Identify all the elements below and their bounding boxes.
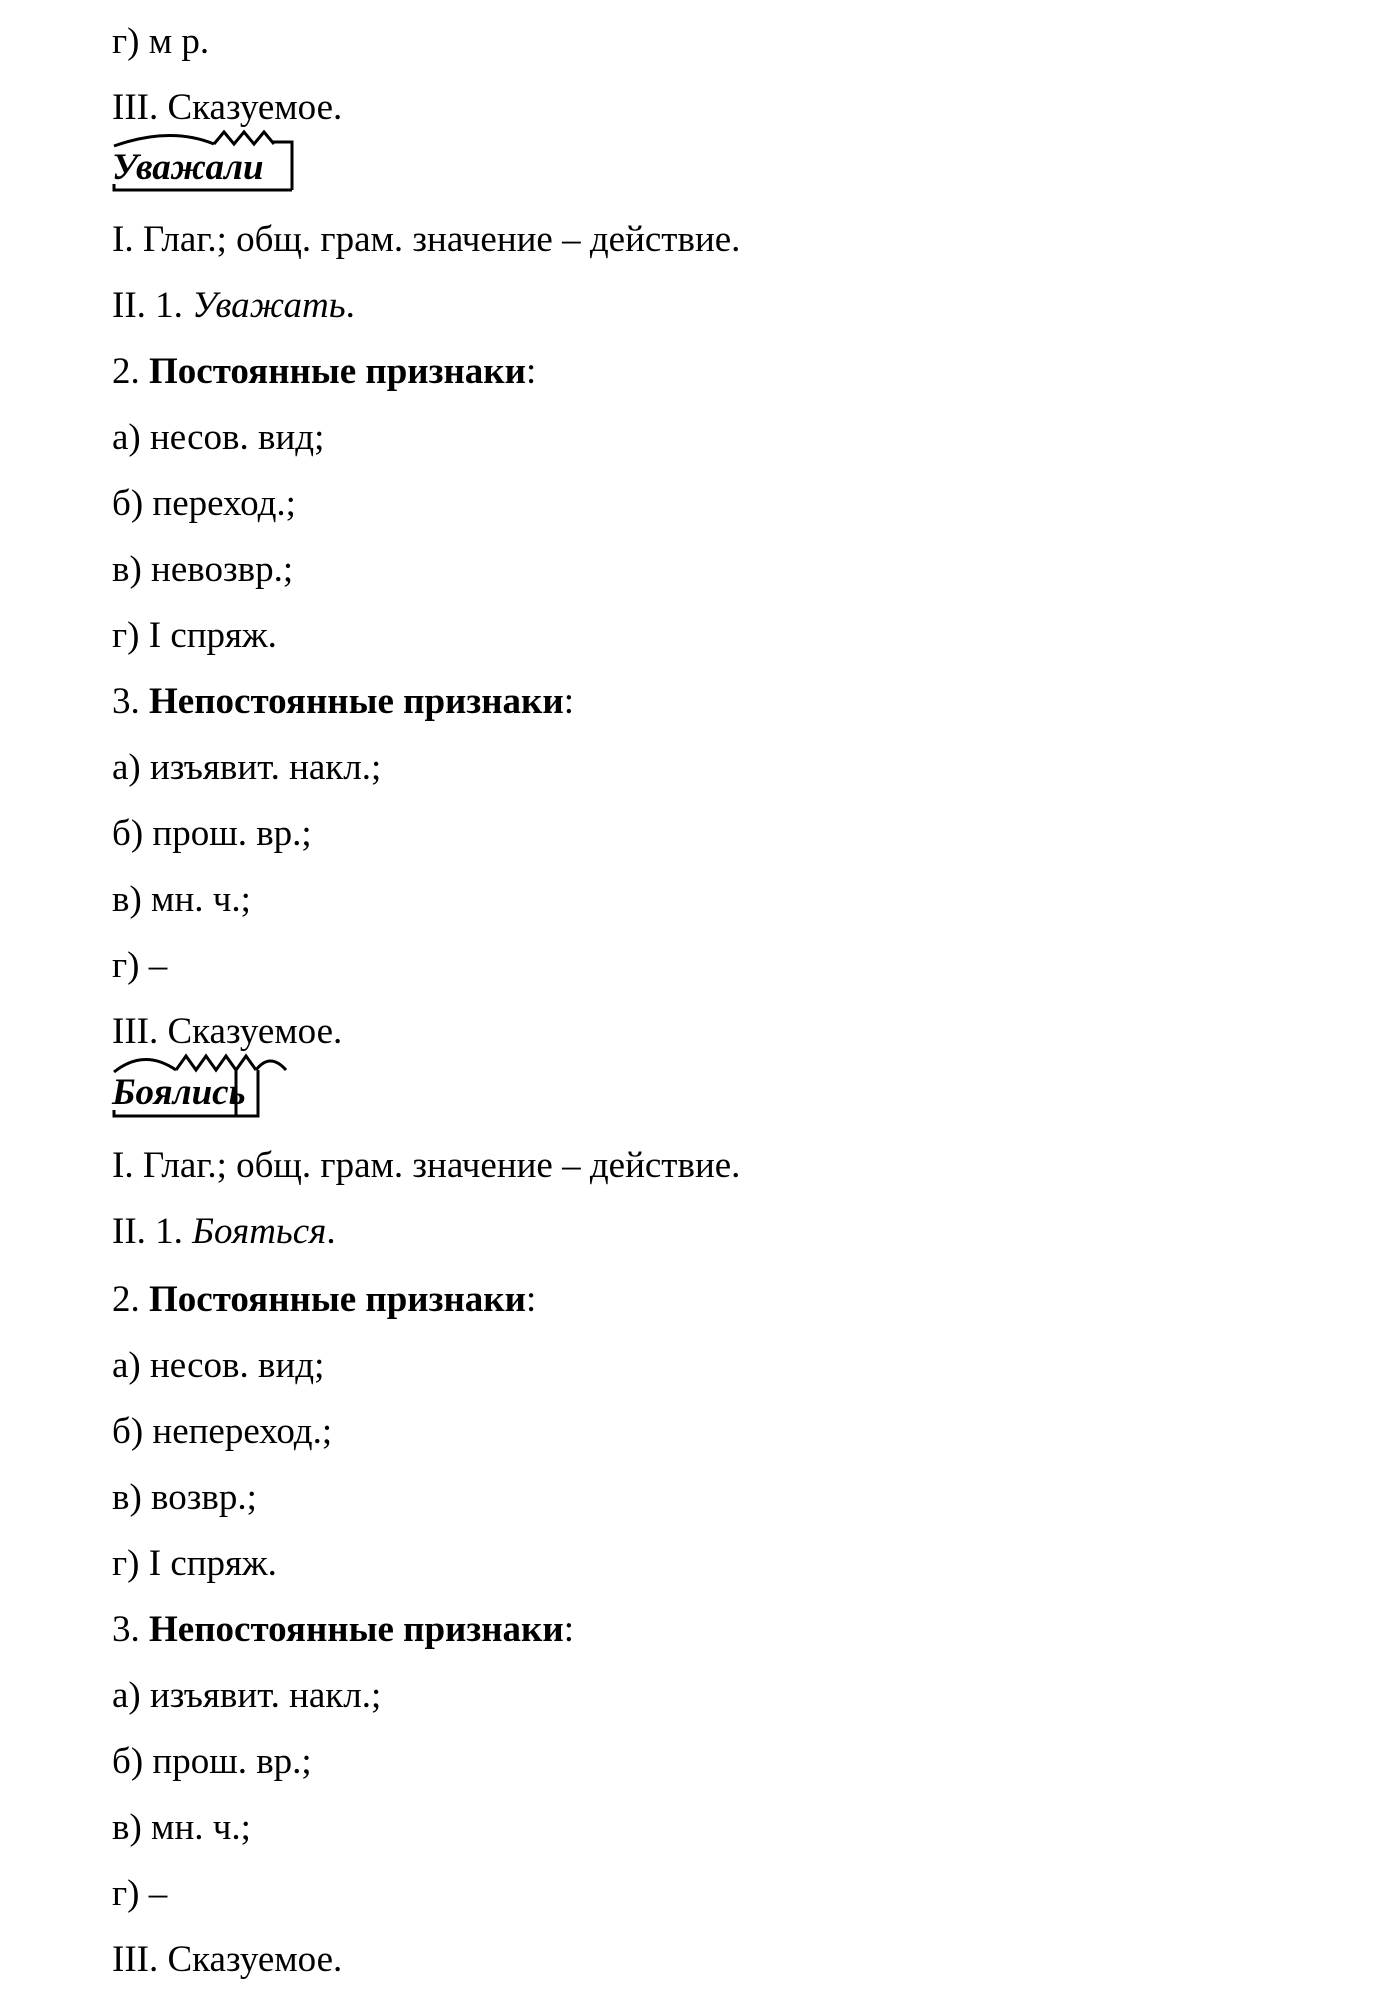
text-line: [112, 482, 296, 526]
italic-term: Бояться: [192, 1211, 327, 1252]
text-span: I. Глаг.; общ. грам. значение – действие.: [112, 219, 741, 260]
text-span: г) –: [112, 945, 168, 986]
text-line: [112, 284, 355, 328]
text-line: [112, 1476, 257, 1520]
text-span: II. 1.: [112, 1211, 193, 1252]
text-line: [112, 1806, 251, 1850]
text-line: [112, 812, 312, 856]
text-span: 3.: [112, 1609, 149, 1650]
text-span: г) м р.: [112, 21, 210, 62]
text-line: [112, 1144, 740, 1188]
text-line: [112, 1278, 536, 1322]
text-line: [112, 1872, 167, 1916]
text-span: III. Сказуемое.: [112, 1011, 343, 1052]
text-span: .: [326, 1211, 336, 1252]
bold-label: Непостоянные признаки: [149, 1609, 564, 1650]
italic-term: Уважать: [192, 285, 346, 326]
text-span: .: [345, 285, 355, 326]
text-line: [112, 1938, 342, 1982]
text-span: I. Глаг.; общ. грам. значение – действие.: [112, 1145, 741, 1186]
text-span: III. Сказуемое.: [112, 87, 343, 128]
text-span: а) несов. вид;: [112, 1345, 325, 1386]
text-span: 2.: [112, 1279, 149, 1320]
text-line: [112, 416, 324, 460]
text-line: [112, 1740, 312, 1784]
text-span: III. Сказуемое.: [112, 1939, 343, 1980]
text-span: б) непереход.;: [112, 1411, 333, 1452]
text-line: [112, 548, 293, 592]
text-line: [112, 746, 381, 790]
text-line: [112, 86, 342, 130]
text-line: [112, 1210, 336, 1254]
text-line: [112, 614, 277, 658]
text-line: [112, 1010, 342, 1054]
text-line: [112, 218, 740, 262]
text-span: в) невозвр.;: [112, 549, 294, 590]
text-span: II. 1.: [112, 285, 193, 326]
text-span: в) возвр.;: [112, 1477, 257, 1518]
text-line: [112, 878, 251, 922]
text-span: :: [563, 1609, 574, 1650]
text-span: г) I спряж.: [112, 615, 277, 656]
text-span: 2.: [112, 351, 149, 392]
morpheme-markup-icon: [110, 1052, 310, 1124]
text-span: б) прош. вр.;: [112, 1741, 312, 1782]
text-line: [112, 20, 209, 64]
bold-label: Постоянные признаки: [149, 1279, 526, 1320]
text-line: [112, 1410, 332, 1454]
morpheme-markup-icon: [110, 128, 310, 198]
parsed-word: Боялись: [112, 1072, 246, 1113]
text-line: [112, 350, 536, 394]
text-span: а) несов. вид;: [112, 417, 325, 458]
text-span: 3.: [112, 681, 149, 722]
text-span: :: [525, 351, 537, 392]
bold-label: Непостоянные признаки: [149, 681, 564, 722]
text-span: в) мн. ч.;: [112, 1807, 251, 1848]
text-span: г) I спряж.: [112, 1543, 277, 1584]
text-line: [112, 1542, 277, 1586]
text-span: :: [525, 1279, 537, 1320]
text-line: [112, 680, 574, 724]
parsed-word: Уважали: [112, 147, 264, 188]
text-line: [112, 1674, 381, 1718]
text-line: [112, 944, 167, 988]
text-line: [112, 1608, 574, 1652]
text-span: а) изъявит. накл.;: [112, 747, 382, 788]
bold-label: Постоянные признаки: [149, 351, 526, 392]
text-span: г) –: [112, 1873, 168, 1914]
text-span: в) мн. ч.;: [112, 879, 251, 920]
text-line: [112, 1344, 324, 1388]
text-span: :: [563, 681, 574, 722]
text-span: б) прош. вр.;: [112, 813, 312, 854]
text-span: а) изъявит. накл.;: [112, 1675, 382, 1716]
text-span: б) переход.;: [112, 483, 296, 524]
